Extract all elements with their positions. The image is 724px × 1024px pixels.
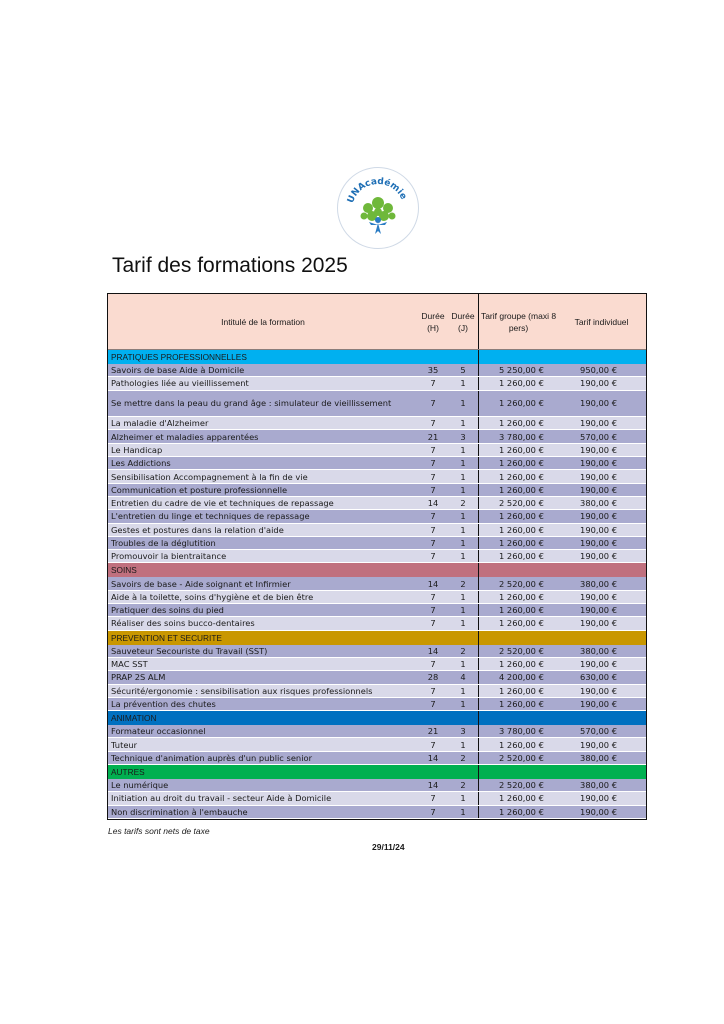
formation-name: Tuteur [111, 739, 138, 750]
header-duree-h: Durée (H) [421, 310, 445, 333]
tarif-individuel: 190,00 € [580, 698, 617, 709]
duree-jours: 1 [460, 471, 466, 482]
tarif-groupe: 3 780,00 € [478, 430, 558, 442]
tarif-groupe: 1 260,00 € [478, 524, 558, 536]
duree-jours: 1 [460, 739, 466, 750]
duree-heures: 28 [427, 672, 439, 683]
table-row [108, 391, 646, 418]
formation-name: Savoirs de base Aide à Domicile [111, 365, 245, 376]
duree-jours: 1 [460, 591, 466, 602]
duree-heures: 7 [430, 484, 436, 495]
tarif-groupe: 1 260,00 € [478, 685, 558, 697]
section-header [108, 631, 646, 645]
table-header [108, 294, 646, 350]
duree-jours: 1 [460, 698, 466, 709]
duree-heures: 7 [430, 511, 436, 522]
formation-name: Promouvoir la bientraitance [111, 551, 227, 562]
tarif-individuel: 190,00 € [580, 418, 617, 429]
duree-jours: 3 [460, 726, 466, 737]
header-tarif-individuel: Tarif individuel [574, 316, 629, 327]
duree-heures: 7 [430, 698, 436, 709]
tarif-groupe: 1 260,00 € [478, 550, 558, 562]
formation-name: La prévention des chutes [111, 698, 216, 709]
duree-jours: 2 [460, 578, 466, 589]
tarif-groupe: 1 260,00 € [478, 658, 558, 670]
table-row [108, 725, 646, 738]
duree-jours: 1 [460, 618, 466, 629]
tarif-individuel: 190,00 € [580, 793, 617, 804]
duree-heures: 21 [427, 431, 439, 442]
section-label: AUTRES [111, 767, 145, 778]
table-row [108, 577, 646, 590]
table-row [108, 591, 646, 604]
tarif-groupe: 1 260,00 € [478, 617, 558, 629]
duree-jours: 1 [460, 458, 466, 469]
tarif-groupe: 2 520,00 € [478, 577, 558, 589]
header-formation-name: Intitulé de la formation [221, 316, 305, 327]
duree-heures: 14 [427, 498, 439, 509]
table-row [108, 470, 646, 483]
table-row [108, 604, 646, 617]
duree-heures: 14 [427, 645, 439, 656]
table-row [108, 444, 646, 457]
duree-jours: 1 [460, 378, 466, 389]
formation-name: Se mettre dans la peau du grand âge : simulateur de vieillissement [111, 398, 392, 409]
section-label: PREVENTION ET SECURITE [111, 632, 222, 643]
svg-text:UNAcadémie: UNAcadémie [346, 176, 409, 205]
tarif-individuel: 190,00 € [580, 591, 617, 602]
formation-name: Formateur occasionnel [111, 726, 206, 737]
tarif-individuel: 190,00 € [580, 484, 617, 495]
tarif-groupe: 1 260,00 € [478, 806, 558, 818]
duree-jours: 1 [460, 398, 466, 409]
duree-heures: 7 [430, 739, 436, 750]
duree-jours: 1 [460, 685, 466, 696]
table-row [108, 738, 646, 751]
duree-jours: 2 [460, 780, 466, 791]
formation-name: Pratiquer des soins du pied [111, 605, 224, 616]
section-divider [478, 350, 645, 364]
tarif-groupe: 1 260,00 € [478, 698, 558, 710]
tarif-groupe: 1 260,00 € [478, 792, 558, 804]
table-row [108, 457, 646, 470]
header-tarif-groupe: Tarif groupe (maxi 8 pers) [478, 294, 558, 349]
table-row [108, 779, 646, 792]
tax-footnote: Les tarifs sont nets de taxe [108, 826, 210, 836]
tarif-groupe: 1 260,00 € [478, 604, 558, 616]
table-row [108, 497, 646, 510]
tarif-groupe: 1 260,00 € [478, 457, 558, 469]
tarif-individuel: 190,00 € [580, 551, 617, 562]
table-row [108, 671, 646, 684]
tarif-individuel: 190,00 € [580, 605, 617, 616]
formation-name: Gestes et postures dans la relation d'aide [111, 524, 284, 535]
duree-jours: 1 [460, 793, 466, 804]
formation-name: Initiation au droit du travail - secteur Aide à Domicile [111, 793, 332, 804]
duree-heures: 14 [427, 780, 439, 791]
section-header [108, 711, 646, 725]
tarif-groupe: 1 260,00 € [478, 510, 558, 522]
duree-heures: 7 [430, 471, 436, 482]
duree-heures: 14 [427, 752, 439, 763]
page-title: Tarif des formations 2025 [112, 254, 348, 277]
table-row [108, 617, 646, 630]
formation-name: Savoirs de base - Aide soignant et Infirmier [111, 578, 291, 589]
table-row [108, 806, 646, 819]
tarif-groupe: 1 260,00 € [478, 391, 558, 417]
duree-jours: 1 [460, 605, 466, 616]
table-row [108, 430, 646, 443]
duree-heures: 7 [430, 538, 436, 548]
tarif-individuel: 190,00 € [580, 685, 617, 696]
tarif-groupe: 1 260,00 € [478, 738, 558, 750]
header-duree-j: Durée (J) [451, 310, 475, 333]
duree-jours: 4 [460, 672, 466, 683]
table-row [108, 685, 646, 698]
table-row [108, 537, 646, 550]
duree-jours: 3 [460, 431, 466, 442]
section-divider [478, 765, 645, 779]
tarif-groupe: 1 260,00 € [478, 377, 558, 389]
duree-jours: 1 [460, 524, 466, 535]
tarif-individuel: 380,00 € [580, 645, 617, 656]
table-row [108, 417, 646, 430]
section-divider [478, 563, 645, 577]
formation-name: Technique d'animation auprès d'un public senior [111, 752, 312, 763]
duree-heures: 7 [430, 659, 436, 670]
duree-jours: 1 [460, 538, 466, 548]
duree-jours: 5 [460, 365, 466, 376]
tarif-groupe: 2 520,00 € [478, 497, 558, 509]
duree-heures: 7 [430, 605, 436, 616]
pricing-table [107, 293, 647, 820]
formation-name: Réaliser des soins bucco-dentaires [111, 618, 255, 629]
table-row [108, 698, 646, 711]
tarif-individuel: 570,00 € [580, 726, 617, 737]
duree-heures: 7 [430, 685, 436, 696]
table-row [108, 752, 646, 765]
tarif-groupe: 3 780,00 € [478, 725, 558, 737]
table-row [108, 484, 646, 497]
table-row [108, 645, 646, 658]
duree-jours: 2 [460, 645, 466, 656]
tarif-individuel: 190,00 € [580, 618, 617, 629]
tarif-groupe: 1 260,00 € [478, 591, 558, 603]
tarif-individuel: 190,00 € [580, 378, 617, 389]
tarif-individuel: 570,00 € [580, 431, 617, 442]
duree-jours: 1 [460, 511, 466, 522]
tarif-individuel: 630,00 € [580, 672, 617, 683]
tarif-individuel: 190,00 € [580, 538, 617, 548]
formation-name: L'entretien du linge et techniques de repassage [111, 511, 310, 522]
duree-heures: 7 [430, 458, 436, 469]
tarif-individuel: 190,00 € [580, 471, 617, 482]
tarif-groupe: 5 250,00 € [478, 364, 558, 376]
section-header [108, 350, 646, 364]
section-label: SOINS [111, 565, 137, 576]
tarif-groupe: 1 260,00 € [478, 470, 558, 482]
table-row [108, 510, 646, 523]
duree-jours: 2 [460, 498, 466, 509]
formation-name: Sauveteur Secouriste du Travail (SST) [111, 645, 268, 656]
duree-heures: 7 [430, 793, 436, 804]
duree-jours: 1 [460, 484, 466, 495]
duree-jours: 1 [460, 659, 466, 670]
tarif-groupe: 1 260,00 € [478, 537, 558, 549]
duree-heures: 35 [427, 365, 439, 376]
formation-name: La maladie d'Alzheimer [111, 418, 209, 429]
tarif-groupe: 2 520,00 € [478, 779, 558, 791]
section-header [108, 765, 646, 779]
section-header [108, 563, 646, 577]
tarif-groupe: 2 520,00 € [478, 752, 558, 764]
formation-name: PRAP 2S ALM [111, 672, 166, 683]
tarif-individuel: 190,00 € [580, 739, 617, 750]
table-row [108, 792, 646, 805]
duree-heures: 7 [430, 378, 436, 389]
formation-name: Non discrimination à l'embauche [111, 806, 248, 817]
duree-heures: 7 [430, 398, 436, 409]
unacademie-logo [337, 167, 419, 249]
tarif-groupe: 1 260,00 € [478, 444, 558, 456]
formation-name: MAC SST [111, 659, 148, 670]
tarif-individuel: 190,00 € [580, 806, 617, 817]
tarif-individuel: 380,00 € [580, 578, 617, 589]
duree-heures: 7 [430, 806, 436, 817]
table-row [108, 550, 646, 563]
formation-name: Le Handicap [111, 444, 163, 455]
formation-name: Entretien du cadre de vie et techniques de repassage [111, 498, 334, 509]
tarif-groupe: 4 200,00 € [478, 671, 558, 683]
duree-heures: 7 [430, 444, 436, 455]
formation-name: Aide à la toilette, soins d'hygiène et de bien être [111, 591, 314, 602]
table-body [108, 350, 646, 819]
formation-name: Le numérique [111, 780, 169, 791]
duree-heures: 7 [430, 591, 436, 602]
table-row [108, 524, 646, 537]
formation-name: Alzheimer et maladies apparentées [111, 431, 259, 442]
section-divider [478, 631, 645, 645]
duree-heures: 21 [427, 726, 439, 737]
duree-heures: 7 [430, 618, 436, 629]
duree-jours: 1 [460, 806, 466, 817]
tarif-individuel: 380,00 € [580, 752, 617, 763]
section-label: PRATIQUES PROFESSIONNELLES [111, 352, 247, 362]
table-row [108, 377, 646, 390]
duree-heures: 7 [430, 418, 436, 429]
table-row [108, 658, 646, 671]
tarif-individuel: 190,00 € [580, 524, 617, 535]
duree-heures: 14 [427, 578, 439, 589]
document-date: 29/11/24 [372, 842, 405, 852]
duree-heures: 7 [430, 524, 436, 535]
tarif-individuel: 190,00 € [580, 659, 617, 670]
tarif-groupe: 2 520,00 € [478, 645, 558, 657]
duree-jours: 1 [460, 444, 466, 455]
tarif-individuel: 190,00 € [580, 444, 617, 455]
duree-jours: 2 [460, 752, 466, 763]
formation-name: Troubles de la déglutition [111, 538, 216, 548]
table-row [108, 364, 646, 377]
formation-name: Les Addictions [111, 458, 171, 469]
section-divider [478, 711, 645, 725]
tarif-individuel: 190,00 € [580, 511, 617, 522]
tarif-individuel: 380,00 € [580, 780, 617, 791]
formation-name: Pathologies liée au vieillissement [111, 378, 249, 389]
formation-name: Sensibilisation Accompagnement à la fin de vie [111, 471, 308, 482]
tarif-individuel: 380,00 € [580, 498, 617, 509]
formation-name: Communication et posture professionnelle [111, 484, 288, 495]
duree-jours: 1 [460, 418, 466, 429]
duree-heures: 7 [430, 551, 436, 562]
formation-name: Sécurité/ergonomie : sensibilisation aux risques professionnels [111, 685, 373, 696]
tarif-individuel: 190,00 € [580, 458, 617, 469]
tarif-groupe: 1 260,00 € [478, 484, 558, 496]
tarif-individuel: 190,00 € [580, 398, 617, 409]
tarif-individuel: 950,00 € [580, 365, 617, 376]
duree-jours: 1 [460, 551, 466, 562]
tarif-groupe: 1 260,00 € [478, 417, 558, 429]
section-label: ANIMATION [111, 713, 157, 724]
